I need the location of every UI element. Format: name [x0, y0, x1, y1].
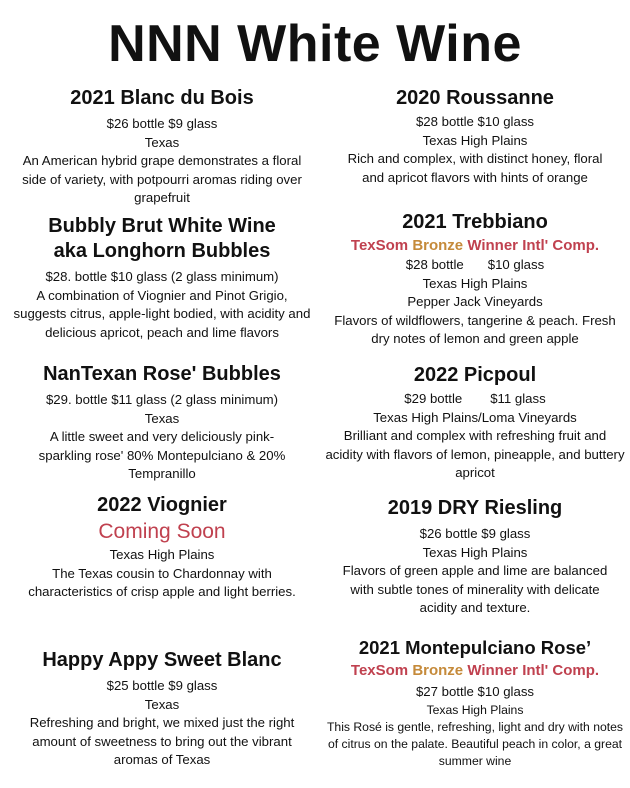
wine-description: An American hybrid grape demonstrates a floral side of variety, with potpourri aromas riding over grapefruit — [22, 153, 302, 205]
wine-vineyard: Pepper Jack Vineyards — [407, 294, 543, 309]
wine-happy-appy — [12, 648, 312, 770]
wine-region: Texas — [144, 696, 180, 712]
wine-description: Flavors of wildflowers, tangerine & peach. Fresh dry notes of lemon and green apple — [334, 312, 616, 346]
wine-region: Texas High Plains — [422, 544, 528, 560]
wine-price: $28. bottle $10 glass (2 glass minimum) — [45, 269, 279, 284]
award-text-suffix: Winner Intl' Comp. — [463, 662, 600, 679]
wine-price: $26 bottle $9 glass — [106, 116, 218, 131]
wine-price — [325, 390, 625, 409]
wine-name: 2019 DRY Riesling — [387, 497, 563, 519]
wine-region: Texas — [144, 134, 180, 150]
price-bottle: $29 bottle — [404, 391, 463, 406]
award-text-bronze: Bronze — [412, 237, 464, 254]
wine-description: A little sweet and very deliciously pink-sparkling rose' 80% Montepulciano & 20% Tempranillo — [38, 429, 286, 481]
wine-name-line2: aka Longhorn Bubbles — [53, 240, 271, 262]
wine-price: $27 bottle $10 glass — [415, 684, 535, 699]
award-text-bronze: Bronze — [412, 662, 464, 679]
wine-montepulciano-rose — [325, 635, 625, 770]
wine-roussanne — [325, 86, 625, 187]
price-bottle: $28 bottle — [405, 257, 464, 272]
wine-nantexan-rose-bubbles — [12, 362, 312, 484]
wine-price: $28 bottle $10 glass — [415, 114, 535, 129]
wine-description: The Texas cousin to Chardonnay with characteristics of crisp apple and light berries. — [28, 565, 296, 599]
wine-description: This Rosé is gentle, refreshing, light and dry with notes of citrus on the palate. Beautiful peach in color, a great summer wine — [326, 719, 624, 768]
wine-description: Refreshing and bright, we mixed just the right amount of sweetness to bring out the vibrant aromas of Texas — [29, 715, 295, 767]
wine-region: Texas High Plains/Loma Vineyards — [373, 409, 577, 425]
wine-description: Flavors of green apple and lime are balanced with subtle tones of minerality with delicate acidity and texture. — [342, 563, 608, 615]
wine-bubbly-brut — [12, 214, 312, 342]
wine-region: Texas High Plains — [426, 702, 524, 717]
wine-description: Rich and complex, with distinct honey, floral and apricot flavors with hints of orange — [347, 151, 603, 185]
wine-name: 2022 Picpoul — [413, 364, 537, 386]
wine-name: 2020 Roussanne — [396, 87, 554, 109]
wine-dry-riesling — [325, 496, 625, 618]
wine-name: NanTexan Rose' Bubbles — [43, 363, 281, 385]
wine-region: Texas — [144, 410, 180, 426]
wine-price — [325, 256, 625, 275]
wine-name: 2022 Viognier — [97, 494, 227, 516]
wine-picpoul — [325, 363, 625, 483]
price-glass: $11 glass — [490, 391, 546, 406]
wine-name-line1: Bubbly Brut White Wine — [48, 215, 276, 237]
award-badge — [325, 660, 625, 681]
page-title: NNN White Wine — [108, 15, 522, 73]
wine-name: 2021 Blanc du Bois — [70, 87, 254, 109]
wine-description: A combination of Viognier and Pinot Grigio, suggests citrus, apple-light bodied, with acidity and delicious apricot, peach and lime flavors — [13, 287, 311, 340]
wine-region: Texas High Plains — [109, 547, 215, 562]
wine-price: $29. bottle $11 glass (2 glass minimum) — [45, 392, 279, 407]
wine-price: $25 bottle $9 glass — [106, 678, 218, 693]
award-badge — [325, 235, 625, 256]
wine-description: Brilliant and complex with refreshing fruit and acidity with flavors of lemon, pineapple, and buttery apricot — [325, 428, 625, 480]
award-text-suffix: Winner Intl' Comp. — [463, 237, 600, 254]
wine-price: $26 bottle $9 glass — [419, 526, 531, 541]
wine-name: Happy Appy Sweet Blanc — [42, 649, 282, 671]
wine-viognier — [12, 493, 312, 602]
award-text-prefix: TexSom — [350, 662, 413, 679]
coming-soon-label: Coming Soon — [98, 520, 226, 543]
wine-name: 2021 Montepulciano Rose’ — [358, 637, 592, 658]
price-glass: $10 glass — [487, 257, 545, 272]
wine-name: 2021 Trebbiano — [402, 211, 548, 233]
wine-trebbiano — [325, 210, 625, 349]
wine-region: Texas High Plains — [422, 275, 528, 291]
award-text-prefix: TexSom — [350, 237, 413, 254]
wine-region: Texas High Plains — [422, 132, 528, 148]
wine-blanc-du-bois — [12, 86, 312, 208]
